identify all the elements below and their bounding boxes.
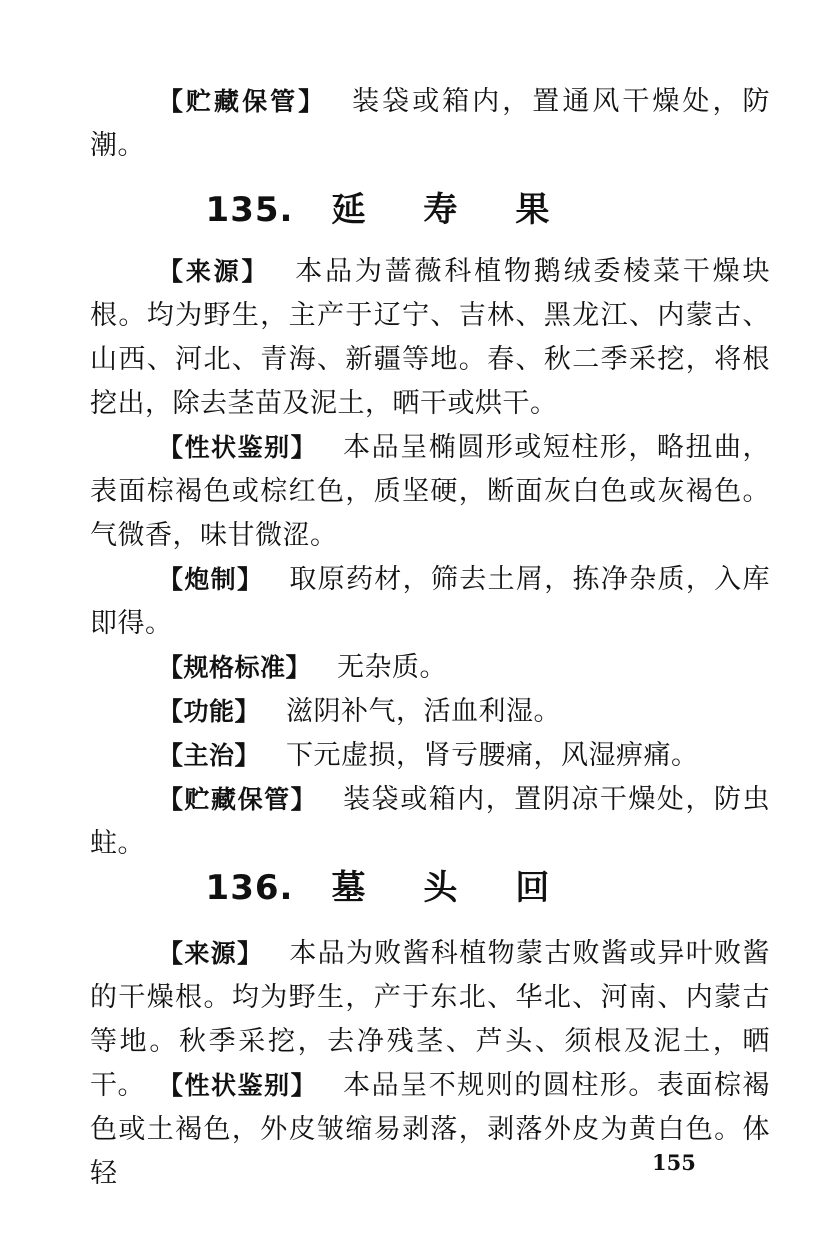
entry-number: 136.	[205, 868, 294, 908]
paragraph-text: 本品呈不规则的圆柱形。表面棕褐色或土褐色，外皮皱缩易剥落，剥落外皮为黄白色。体轻	[90, 1070, 770, 1189]
section-tag: 【规格标准】	[158, 653, 312, 682]
paragraph-identification-136	[90, 1064, 770, 1196]
section-tag: 【贮藏保管】	[158, 87, 327, 116]
page-number: 155	[652, 1150, 696, 1175]
section-tag: 【性状鉴别】	[158, 433, 318, 462]
paragraph-text: 本品为蔷薇科植物鹅绒委棱菜干燥块根。均为野生，主产于辽宁、吉林、黑龙江、内蒙古、山西、河北、青海、新疆等地。春、秋二季采挖，将根挖出，除去茎苗及泥土，晒干或烘干。	[90, 256, 770, 419]
section-tag: 【来源】	[158, 939, 264, 968]
section-tag: 【来源】	[158, 257, 270, 286]
paragraph-text: 本品为败酱科植物蒙古败酱或异叶败酱的干燥根。均为野生，产于东北、华北、河南、内蒙古等地。秋季采挖，去净残茎、芦头、须根及泥土，晒干。	[90, 938, 770, 1101]
paragraph-processing-135	[90, 558, 770, 646]
paragraph-text: 滋阴补气，活血利湿。	[286, 696, 562, 727]
paragraph-text: 无杂质。	[337, 652, 448, 683]
paragraph-identification-135	[90, 426, 770, 558]
section-tag: 【功能】	[158, 697, 261, 726]
paragraph-text: 本品呈椭圆形或短柱形，略扭曲，表面棕褐色或棕红色，质坚硬，断面灰白色或灰褐色。气微香，味甘微涩。	[90, 432, 770, 551]
paragraph-standard-135	[90, 646, 770, 690]
paragraph-function-135	[90, 690, 770, 734]
section-tag: 【性状鉴别】	[158, 1071, 318, 1100]
entry-number: 135.	[205, 190, 294, 230]
section-tag: 【炮制】	[158, 565, 264, 594]
paragraph-source-135	[90, 250, 770, 426]
section-tag: 【贮藏保管】	[158, 785, 318, 814]
entry-heading-136	[0, 860, 813, 909]
entry-name: 延寿果	[331, 190, 608, 230]
paragraph-indication-135	[90, 734, 770, 778]
entry-heading-135	[0, 182, 813, 231]
paragraph-storage-prev	[90, 80, 770, 168]
paragraph-text: 装袋或箱内，置通风干燥处，防潮。	[90, 86, 770, 161]
paragraph-storage-135	[90, 778, 770, 866]
paragraph-text: 下元虚损，肾亏腰痛，风湿痹痛。	[286, 740, 699, 771]
paragraph-text: 装袋或箱内，置阴凉干燥处，防虫蛀。	[90, 784, 770, 859]
paragraph-text: 取原药材，筛去土屑，拣净杂质，入库即得。	[90, 564, 770, 639]
section-tag: 【主治】	[158, 741, 261, 770]
entry-name: 墓头回	[331, 868, 608, 908]
